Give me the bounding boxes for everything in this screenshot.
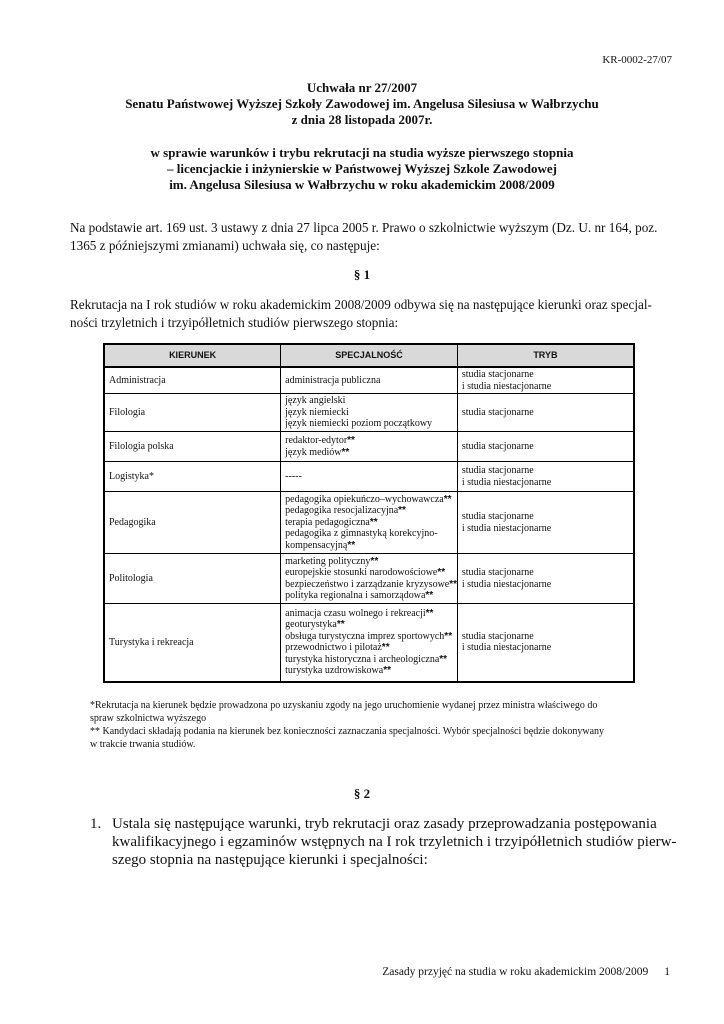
- footnote-marker: **: [347, 435, 355, 446]
- specialization-name: marketing polityczny: [285, 555, 371, 567]
- footnote-marker: **: [449, 578, 458, 590]
- item-line: Ustala się następujące warunki, tryb rekrutacji oraz zasady przeprowadzania postępowania: [112, 816, 657, 832]
- footnote-marker: **: [439, 653, 448, 665]
- table-row: [104, 394, 634, 432]
- footnote-line: ** Kandydaci składają podania na kierunek bez konieczności zaznaczania specjalności. Wybór specjalności będzie dokonywany: [90, 726, 605, 737]
- specialization-name: język angielski: [285, 395, 346, 407]
- study-mode-line: studia stacjonarne: [461, 567, 534, 578]
- table-row: [104, 432, 634, 462]
- specialization-name: bezpieczeństwo i zarządzanie kryzysowe: [285, 578, 450, 590]
- legal-basis-paragraph: [70, 219, 674, 255]
- footnote-marker: **: [347, 539, 356, 551]
- specialization-name: turystyka historyczna i archeologiczna: [285, 653, 440, 665]
- title-line: z dnia 28 listopada 2007r.: [291, 112, 433, 127]
- specialization-item: [285, 407, 453, 419]
- specialization-name: animacja czasu wolnego i rekreacji: [285, 607, 426, 619]
- footnote-marker: **: [444, 630, 453, 642]
- cell-tryb: [457, 432, 634, 462]
- footnote-double-star: [90, 726, 638, 751]
- item-line: kwalifikacyjnego i egzaminów wstępnych na I rok trzyletnich i trzyipółletnich studiów pierw-: [112, 834, 677, 850]
- study-mode-line: studia stacjonarne: [461, 406, 534, 418]
- specialization-item: [285, 418, 453, 430]
- specialization-name: turystyka uzdrowiskowa: [285, 665, 384, 677]
- cell-specjalnosc: [281, 394, 458, 432]
- specialization-item: [285, 590, 453, 602]
- cell-kierunek: Pedagogika: [104, 492, 281, 554]
- header-specjalnosc: SPECJALNOŚĆ: [281, 344, 458, 367]
- footnote-marker: **: [437, 567, 446, 578]
- footnote-line: *Rekrutacja na kierunek będzie prowadzona po uzyskaniu zgody na jego uruchomienie wydanej przez ministra właściwego do: [90, 700, 598, 711]
- specialization-item: [285, 567, 453, 579]
- page-footer: [382, 966, 670, 978]
- cell-specjalnosc: [281, 462, 458, 492]
- footnote-marker: **: [425, 590, 434, 601]
- cell-kierunek: Logistyka*: [104, 462, 281, 492]
- cell-specjalnosc: [281, 432, 458, 462]
- specialization-name: język niemiecki poziom początkowy: [285, 418, 433, 430]
- specialization-name: przewodnictwo i pilotaż: [285, 642, 382, 654]
- specialization-item: [285, 631, 453, 643]
- specialization-item: [285, 447, 453, 459]
- specialization-name: język mediów: [285, 446, 342, 458]
- footer-text: Zasady przyjęć na studia w roku akademickim 2008/2009: [382, 966, 649, 978]
- title-line: Uchwała nr 27/2007: [306, 80, 418, 95]
- table-header-row: [104, 344, 634, 367]
- specialization-item: [285, 471, 453, 483]
- header-tryb: TRYB: [457, 344, 634, 367]
- footnote-marker: **: [381, 642, 390, 654]
- resolution-title: [0, 80, 724, 128]
- study-mode-line: i studia niestacjonarne: [461, 642, 552, 654]
- footnote-marker: **: [443, 493, 452, 505]
- item-number: 1.: [90, 816, 102, 832]
- footnote-marker: **: [341, 446, 350, 458]
- specialization-name: kompensacyjną: [285, 539, 348, 551]
- cell-specjalnosc: [281, 367, 458, 394]
- footnote-marker: **: [425, 607, 434, 619]
- cell-kierunek: Administracja: [104, 367, 281, 394]
- specialization-name: polityka regionalna i samorządowa: [285, 590, 426, 601]
- footnote-marker: **: [336, 619, 345, 631]
- table-row: [104, 367, 634, 394]
- footnote-marker: **: [383, 665, 391, 677]
- specialization-item: [285, 528, 453, 540]
- specialization-item: [285, 435, 453, 447]
- document-id: KR-0002-27/07: [602, 54, 672, 66]
- specialization-item: [285, 505, 453, 517]
- footnote-single-star: [90, 700, 638, 725]
- specialization-name: -----: [285, 470, 302, 482]
- specialization-name: język niemiecki: [285, 406, 349, 418]
- specialization-item: [285, 494, 453, 506]
- specialization-name: terapia pedagogiczna: [285, 516, 370, 528]
- subject-line: im. Angelusa Silesiusa w Wałbrzychu w roku akademickim 2008/2009: [169, 177, 555, 192]
- specialization-item: [285, 540, 453, 552]
- cell-kierunek: Filologia: [104, 394, 281, 432]
- footnote-marker: **: [369, 516, 378, 528]
- cell-specjalnosc: [281, 554, 458, 604]
- specialization-item: [285, 608, 453, 620]
- title-line: Senatu Państwowej Wyższej Szkoły Zawodowej im. Angelusa Silesiusa w Wałbrzychu: [125, 96, 599, 111]
- table-row: [104, 554, 634, 604]
- specialization-name: pedagogika z gimnastyką korekcyjno-: [285, 528, 438, 540]
- specialization-item: [285, 517, 453, 529]
- page-number: 1: [664, 966, 670, 978]
- study-mode-line: i studia niestacjonarne: [461, 522, 552, 534]
- specialization-name: administracja publiczna: [285, 374, 381, 386]
- table-row: [104, 604, 634, 682]
- specialization-item: [285, 395, 453, 407]
- header-kierunek: KIERUNEK: [104, 344, 281, 367]
- cell-tryb: [457, 462, 634, 492]
- study-mode-line: studia stacjonarne: [461, 465, 534, 476]
- cell-specjalnosc: [281, 604, 458, 682]
- specialization-name: redaktor-edytor: [285, 435, 348, 446]
- cell-tryb: [457, 554, 634, 604]
- paragraph-line: 1365 z późniejszymi zmianami) uchwała się, co następuje:: [70, 238, 380, 253]
- footnote-line: spraw szkolnictwa wyższego: [90, 712, 207, 724]
- subject-line: w sprawie warunków i trybu rekrutacji na studia wyższe pierwszego stopnia: [150, 145, 574, 160]
- programs-table: [103, 343, 635, 683]
- specialization-item: [285, 556, 453, 568]
- specialization-item: [285, 654, 453, 666]
- cell-specjalnosc: [281, 492, 458, 554]
- study-mode-line: studia stacjonarne: [461, 630, 534, 642]
- cell-tryb: [457, 394, 634, 432]
- study-mode-line: i studia niestacjonarne: [461, 476, 552, 488]
- section-2-heading: § 2: [353, 786, 371, 801]
- specialization-name: europejskie stosunki narodowościowe: [285, 567, 438, 578]
- cell-kierunek: Turystyka i rekreacja: [104, 604, 281, 682]
- paragraph-line: Na podstawie art. 169 ust. 3 ustawy z dnia 27 lipca 2005 r. Prawo o szkolnictwie wyższym (Dz. U. nr 164, poz.: [70, 220, 658, 235]
- study-mode-line: studia stacjonarne: [461, 440, 534, 452]
- footnote-marker: **: [398, 505, 406, 517]
- study-mode-line: studia stacjonarne: [461, 511, 534, 522]
- specialization-item: [285, 578, 458, 591]
- table-row: [104, 462, 634, 492]
- cell-kierunek: Politologia: [104, 554, 281, 604]
- item-line: szego stopnia na następujące kierunki i specjalności:: [112, 852, 428, 868]
- specialization-item: [285, 375, 453, 387]
- footnote-marker: **: [370, 555, 379, 567]
- study-mode-line: i studia niestacjonarne: [461, 380, 552, 392]
- specialization-item: [285, 642, 453, 654]
- specialization-name: pedagogika resocjalizacyjna: [285, 505, 399, 517]
- paragraph-line: Rekrutacja na I rok studiów w roku akademickim 2008/2009 odbywa się na następujące kierunki oraz specjal-: [70, 297, 652, 312]
- item-text: [112, 815, 677, 869]
- paragraph-line: ności trzyletnich i trzyipółletnich studiów pierwszego stopnia:: [70, 315, 399, 330]
- specialization-item: [285, 619, 453, 631]
- cell-tryb: [457, 367, 634, 394]
- cell-tryb: [457, 492, 634, 554]
- section-1-heading: § 1: [353, 267, 371, 282]
- study-mode-line: i studia niestacjonarne: [461, 578, 552, 590]
- cell-kierunek: Filologia polska: [104, 432, 281, 462]
- recruitment-paragraph: [70, 296, 674, 332]
- specialization-name: pedagogika opiekuńczo–wychowawcza: [285, 493, 444, 505]
- subject-line: – licencjackie i inżynierskie w Państwowej Wyższej Szkole Zawodowej: [167, 161, 557, 176]
- cell-tryb: [457, 604, 634, 682]
- study-mode-line: studia stacjonarne: [461, 369, 534, 380]
- specialization-name: geoturystyka: [285, 619, 337, 631]
- footnote-line: w trakcie trwania studiów.: [90, 738, 196, 750]
- specialization-name: obsługa turystyczna imprez sportowych: [285, 630, 445, 642]
- resolution-subject: [0, 145, 724, 193]
- table-row: [104, 492, 634, 554]
- specialization-item: [285, 665, 453, 677]
